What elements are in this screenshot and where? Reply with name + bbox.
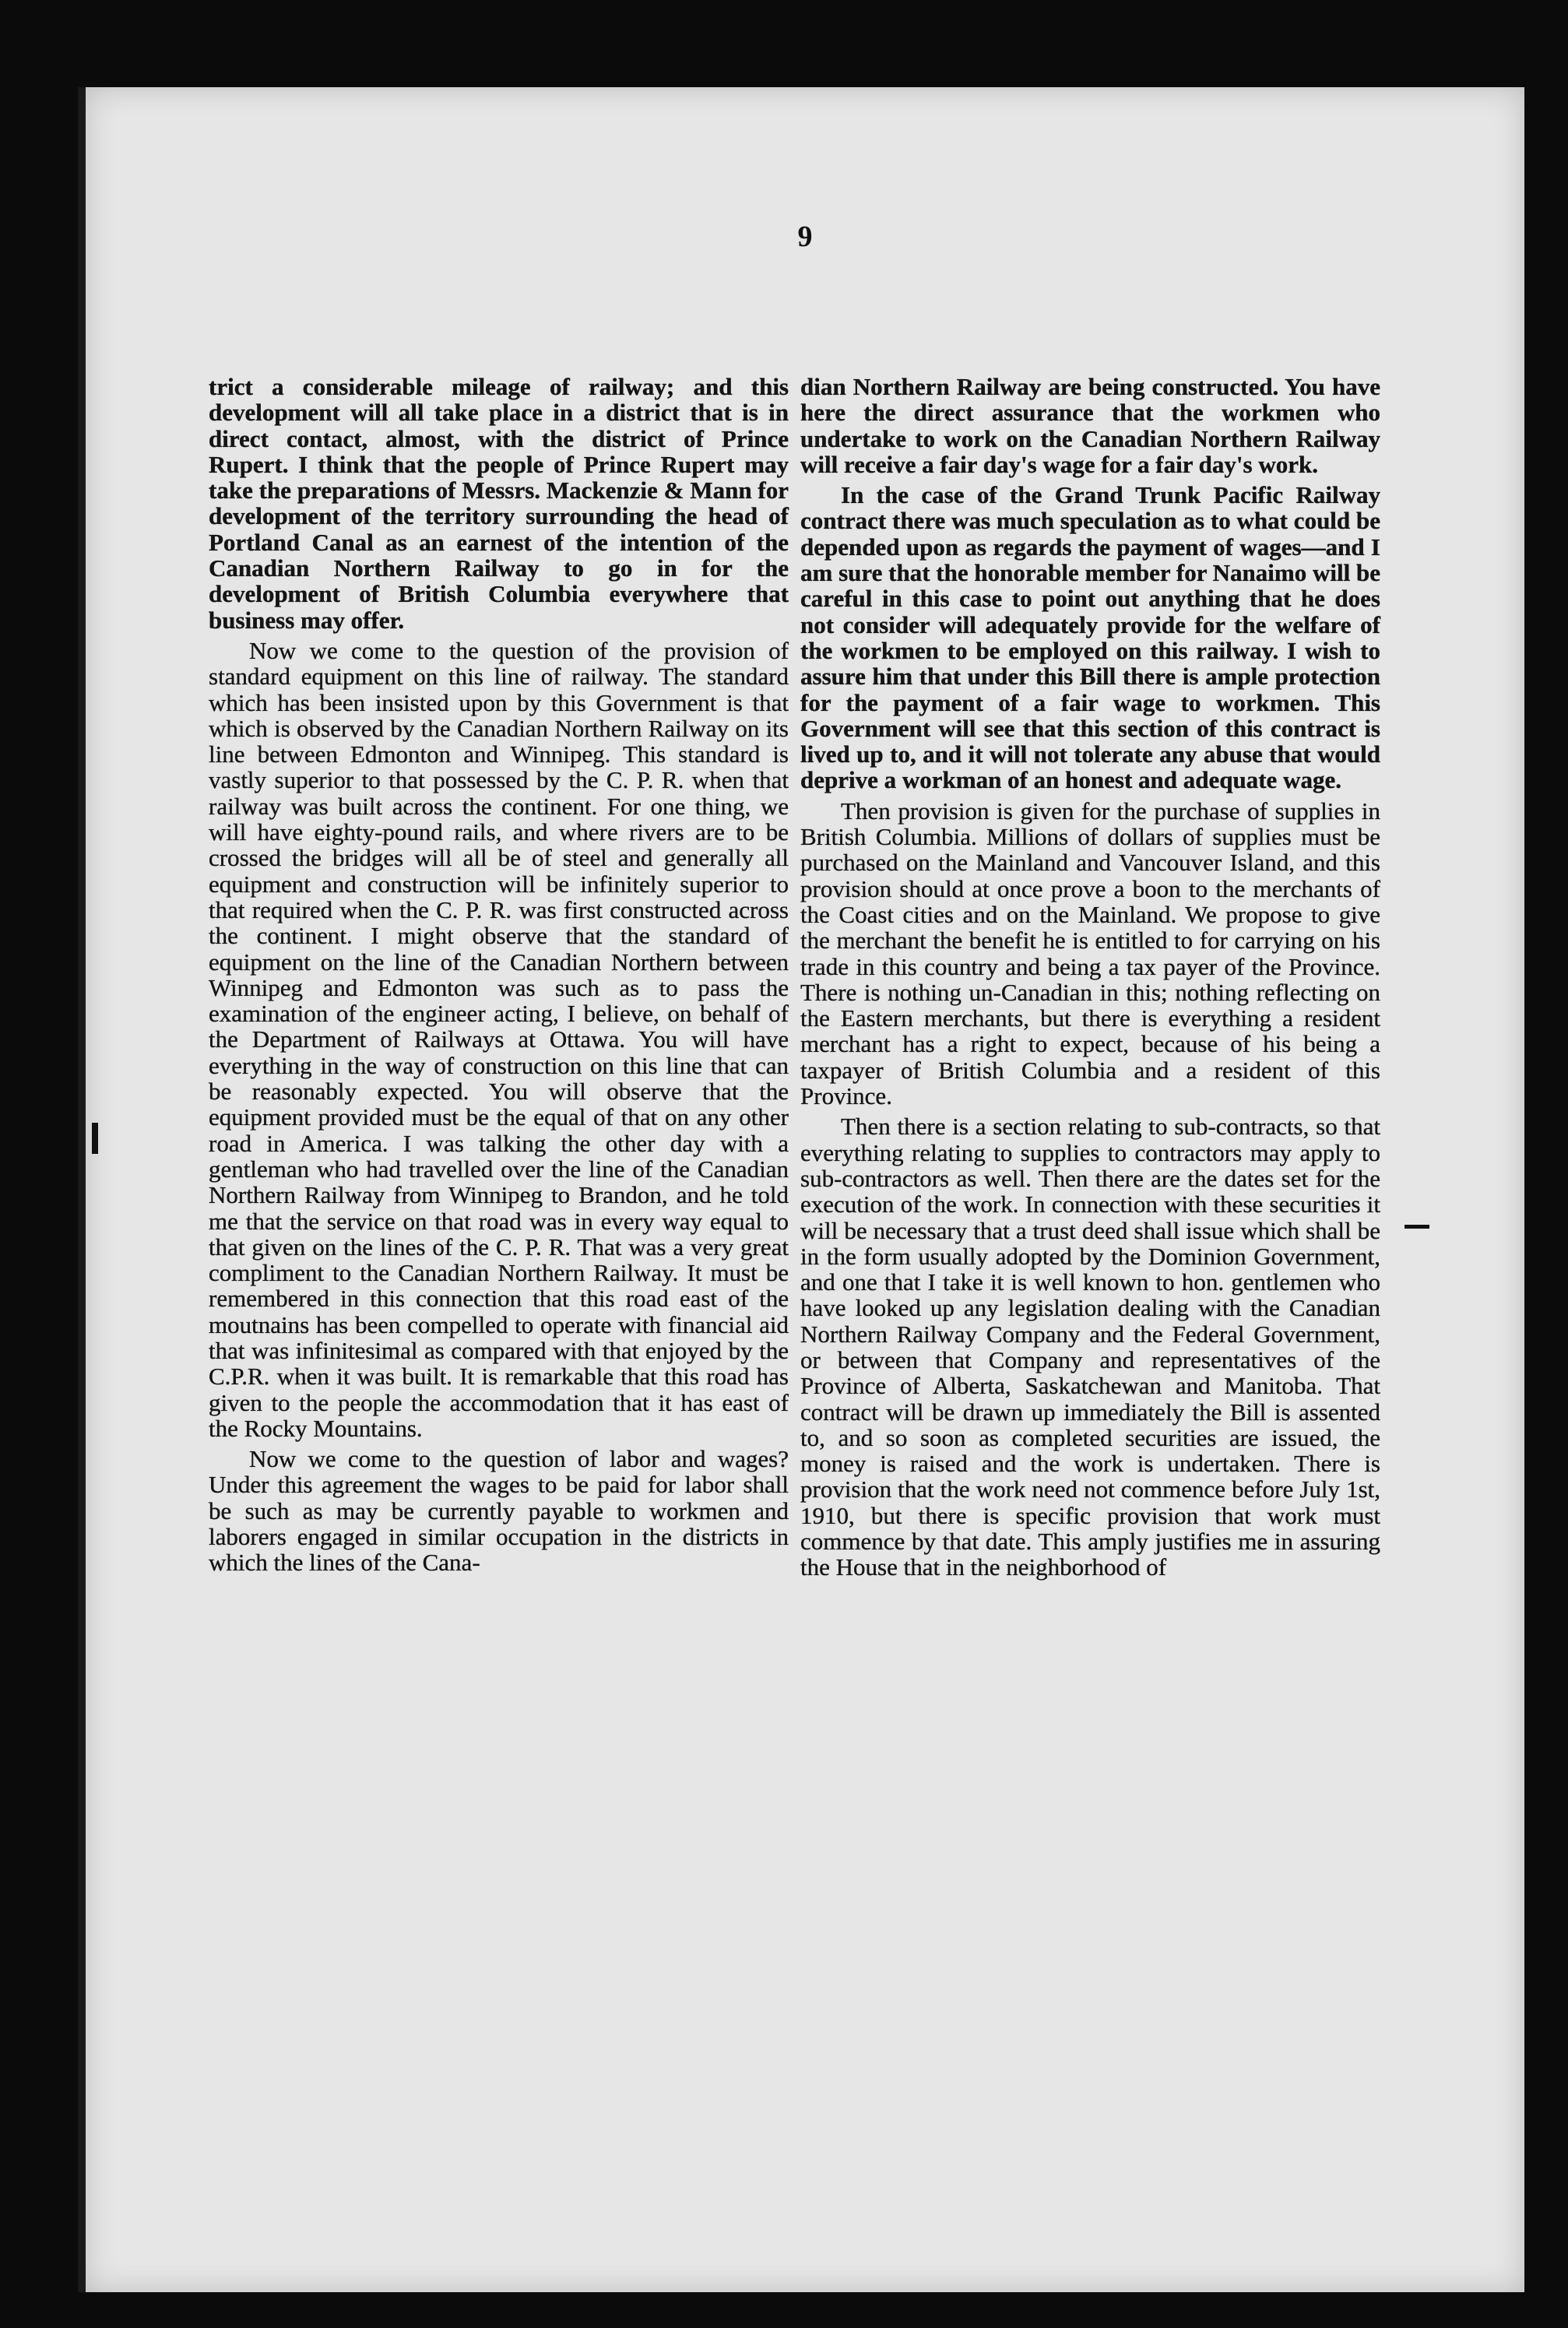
margin-mark <box>92 1123 98 1154</box>
paragraph-left-1: trict a considerable mileage of railway; and this development will all take place in a district that is in direct contact, almost, with the district of Prince Rupert. I think that the people of Prince Rupert may take the preparations of Messrs. Mackenzie & Mann for development of the territory surrounding the head of Portland Canal as an earnest of the intention of the Canadian Northern Railway to go in for the development of British Columbia everywhere that business may offer. <box>209 373 789 634</box>
left-column <box>209 374 789 1581</box>
document-page <box>78 87 1524 2292</box>
page-number: 9 <box>797 220 813 253</box>
paragraph-right-3: Then provision is given for the purchase of supplies in British Columbia. Millions of dollars of supplies must be purchased on the Mainland and Vancouver Island, and this provision should at once prove a boon to the merchants of the Coast cities and on the Mainland. We propose to give the merchant the benefit he is entitled to for carrying on his trade in this country and being a tax payer of the Province. There is nothing un-Canadian in this; nothing reflecting on the Eastern merchants, but there is everything a resident merchant has a right to expect, because of his being a taxpayer of British Columbia and a resident of this Province. <box>800 797 1380 1110</box>
paragraph-left-2: Now we come to the question of the provision of standard equipment on this line of railway. The standard which has been insisted upon by this Government is that which is observed by the Canadian Northern Railway on its line between Edmonton and Winnipeg. This standard is vastly superior to that possessed by the C. P. R. when that railway was built across the continent. For one thing, we will have eighty-pound rails, and where rivers are to be crossed the bridges will all be of steel and generally all equipment and construction will be infinitely superior to that required when the C. P. R. was first constructed across the continent. I might observe that the standard of equipment on the line of the Canadian Northern between Winnipeg and Edmonton was such as to pass the examination of the engineer acting, I believe, on behalf of the Department of Railways at Ottawa. You will have everything in the way of construction on this line that can be reasonably expected. You will observe that the equipment provided must be the equal of that on any other road in America. I was talking the other day with a gentleman who had travelled over the line of the Canadian Northern Railway from Winnipeg to Brandon, and he told me that the service on that road was in every way equal to that given on the lines of the C. P. R. That was a very great compliment to the Canadian Northern Railway. It must be remembered in this connection that this road east of the moutnains has been compelled to operate with financial aid that was infinitesimal as compared with that enjoyed by the C.P.R. when it was built. It is remarkable that this road has given to the people the accommodation that it has east of the Rocky Mountains. <box>209 636 789 1442</box>
right-column <box>800 374 1380 1585</box>
paragraph-right-4: Then there is a section relating to sub-contracts, so that everything relating to supplies to contractors may apply to sub-contractors as well. Then there are the dates set for the execution of the work. In connection with these securities it will be necessary that a trust deed shall issue which shall be in the form usually adopted by the Dominion Government, and one that I take it is well known to hon. gentlemen who have looked up any legislation dealing with the Canadian Northern Railway Company and the Federal Government, or between that Company and representatives of the Province of Alberta, Saskatchewan and Manitoba. That contract will be drawn up immediately the Bill is assented to, and so soon as completed securities are issued, the money is raised and the work is undertaken. There is provision that the work need not commence before July 1st, 1910, but there is specific provision that work must commence by that date. This amply justifies me in assuring the House that in the neighborhood of <box>800 1113 1380 1581</box>
paragraph-left-3: Now we come to the question of labor and wages? Under this agreement the wages to be paid for labor shall be such as may be currently payable to workmen and laborers engaged in similar occupation in the districts in which the lines of the Cana- <box>209 1445 789 1577</box>
paragraph-right-2: In the case of the Grand Trunk Pacific Railway contract there was much speculation as to what could be depended upon as regards the payment of wages—and I am sure that the honorable member for Nanaimo will be careful in this case to point out anything that he does not consider will adequately provide for the welfare of the workmen to be employed on this railway. I wish to assure him that under this Bill there is ample protection for the payment of a fair wage to workmen. This Government will see that this section of this contract is lived up to, and it will not tolerate any abuse that would deprive a workman of an honest and adequate wage. <box>800 481 1380 794</box>
paragraph-right-1: dian Northern Railway are being constructed. You have here the direct assurance that the workmen who undertake to work on the Canadian Northern Railway will receive a fair day's wage for a fair day's work. <box>800 373 1380 478</box>
margin-mark <box>1405 1225 1429 1229</box>
